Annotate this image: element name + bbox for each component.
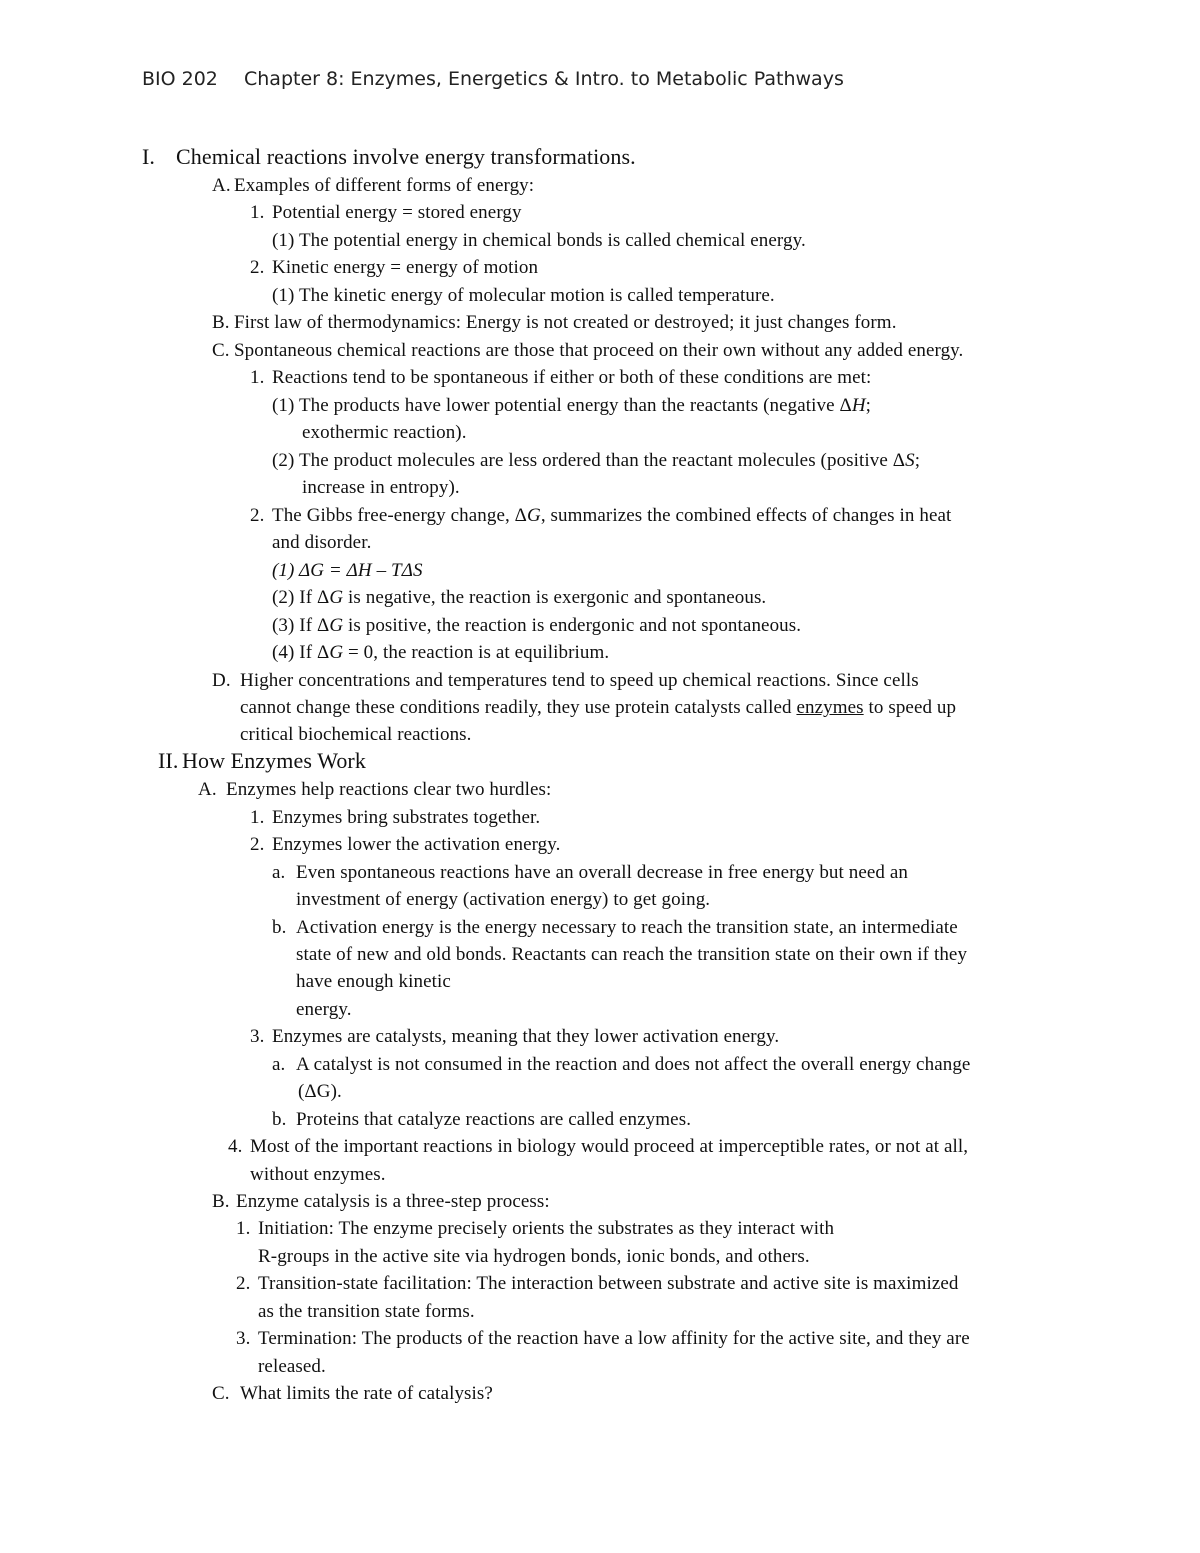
outline-item: B. First law of thermodynamics: Energy is not created or destroyed; it just changes form. (212, 312, 897, 333)
outline-item: (1) The kinetic energy of molecular motion is called temperature. (272, 285, 775, 306)
outline-item: 2. Transition-state facilitation: The interaction between substrate and active site is maximized (236, 1273, 959, 1294)
section-heading: II. How Enzymes Work (158, 748, 366, 773)
outline-item: (4) If ΔG = 0, the reaction is at equilibrium. (272, 642, 610, 663)
outline-item: C. Spontaneous chemical reactions are those that proceed on their own without any added energy. (212, 340, 964, 361)
outline-item: 2. Kinetic energy = energy of motion (250, 257, 539, 278)
gibbs-equation: (1) ΔG = ΔH – TΔS (272, 560, 423, 581)
outline-item-continuation: and disorder. (272, 532, 372, 553)
outline-item: 3. Termination: The products of the reaction have a low affinity for the active site, and they are (236, 1328, 970, 1349)
outline-item: b. Activation energy is the energy necessary to reach the transition state, an intermediate (272, 917, 958, 938)
outline-item-continuation: as the transition state forms. (258, 1301, 475, 1322)
outline-item-continuation: without enzymes. (250, 1164, 386, 1185)
enzymes-term: enzymes (796, 697, 864, 718)
chapter-title: Chapter 8: Enzymes, Energetics & Intro. to Metabolic Pathways (244, 68, 844, 90)
outline-item: b. Proteins that catalyze reactions are called enzymes. (272, 1109, 692, 1130)
outline-item-continuation: have enough kinetic (296, 971, 451, 992)
outline-item: a. Even spontaneous reactions have an overall decrease in free energy but need an (272, 862, 909, 883)
outline-item-continuation: exothermic reaction). (302, 422, 467, 443)
outline-item: B. Enzyme catalysis is a three-step process: (212, 1191, 550, 1212)
outline-item-continuation: cannot change these conditions readily, they use protein catalysts called enzymes to speed up (240, 697, 957, 718)
outline-item: (1) The products have lower potential energy than the reactants (negative ΔH; (272, 395, 872, 416)
section-heading: I. Chemical reactions involve energy transformations. (142, 144, 636, 169)
outline-item: (2) If ΔG is negative, the reaction is exergonic and spontaneous. (272, 587, 767, 608)
outline-item-continuation: R-groups in the active site via hydrogen bonds, ionic bonds, and others. (258, 1246, 810, 1267)
outline-item: a. A catalyst is not consumed in the reaction and does not affect the overall energy change (272, 1054, 971, 1075)
outline-item: 1. Potential energy = stored energy (250, 202, 522, 223)
outline-item: A. Enzymes help reactions clear two hurdles: (198, 779, 552, 800)
outline-item: 2. The Gibbs free-energy change, ΔG, summarizes the combined effects of changes in heat (250, 505, 952, 526)
outline-item-continuation: investment of energy (activation energy) to get going. (296, 889, 711, 910)
outline-item: 1. Enzymes bring substrates together. (250, 807, 541, 828)
course-code: BIO 202 (142, 68, 218, 90)
outline-item: (1) The potential energy in chemical bonds is called chemical energy. (272, 230, 806, 251)
outline-item-continuation: released. (258, 1356, 326, 1377)
outline-item: 1. Initiation: The enzyme precisely orients the substrates as they interact with (236, 1218, 835, 1239)
outline-item: (2) The product molecules are less ordered than the reactant molecules (positive ΔS; (272, 450, 921, 471)
outline-item-continuation: state of new and old bonds. Reactants can reach the transition state on their own if they (296, 944, 968, 965)
outline-item-continuation: critical biochemical reactions. (240, 724, 472, 745)
outline-item-continuation: energy. (296, 999, 352, 1020)
outline-item: D. Higher concentrations and temperatures tend to speed up chemical reactions. Since cells (212, 670, 919, 691)
outline-item-continuation: (ΔG). (298, 1081, 342, 1102)
outline-item: 3. Enzymes are catalysts, meaning that they lower activation energy. (250, 1026, 780, 1047)
outline-item: C. What limits the rate of catalysis? (212, 1383, 493, 1404)
outline-item-continuation: increase in entropy). (302, 477, 460, 498)
outline-item: 2. Enzymes lower the activation energy. (250, 834, 561, 855)
document-header (142, 68, 844, 90)
outline-item: 4. Most of the important reactions in biology would proceed at imperceptible rates, or not at all, (228, 1136, 969, 1157)
outline-item: 1. Reactions tend to be spontaneous if either or both of these conditions are met: (250, 367, 872, 388)
outline-item: (3) If ΔG is positive, the reaction is endergonic and not spontaneous. (272, 615, 802, 636)
outline-item: A. Examples of different forms of energy: (212, 175, 535, 196)
